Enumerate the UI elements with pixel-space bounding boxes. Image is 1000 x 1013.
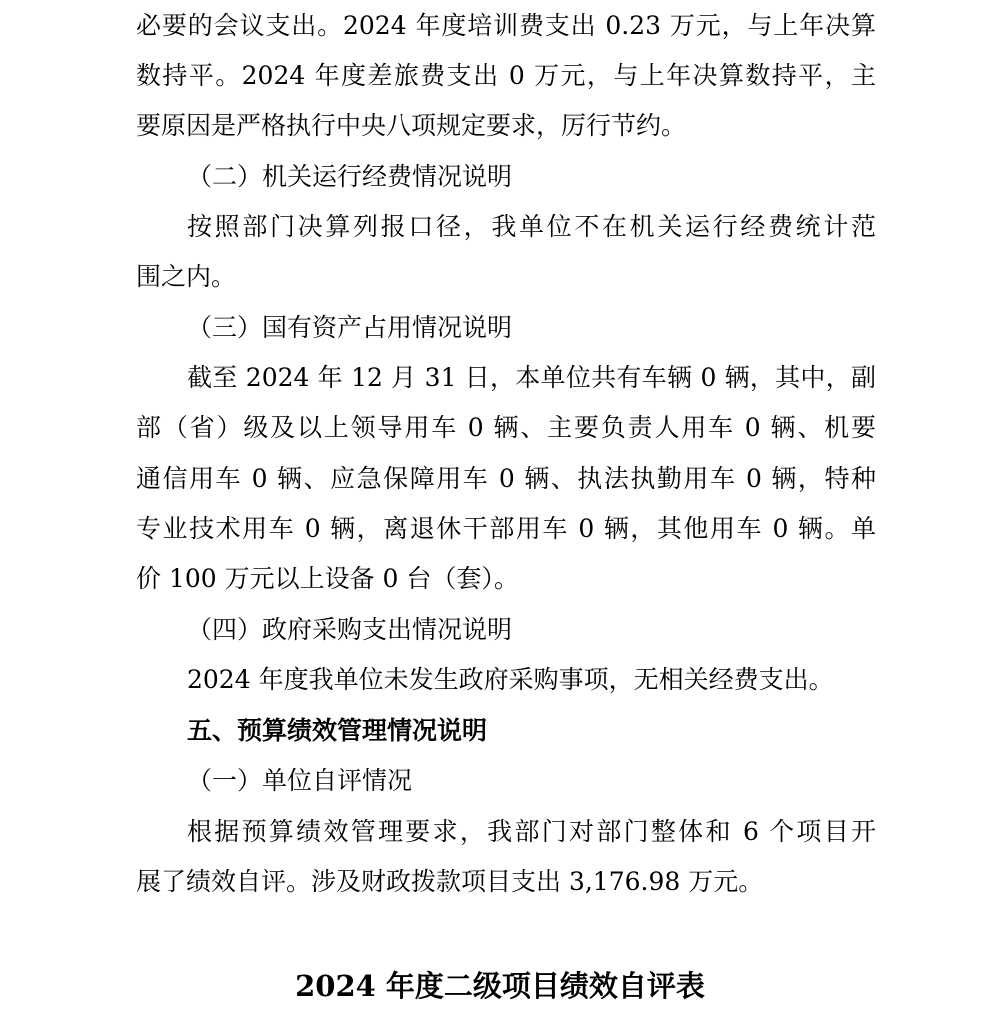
paragraph-line: 要原因是严格执行中央八项规定要求，厉行节约。	[136, 111, 687, 140]
paragraph-line: 根据预算绩效管理要求，我部门对部门整体和 6 个项目开	[187, 817, 876, 846]
table-title: 2024 年度二级项目绩效自评表	[295, 969, 705, 1003]
section-heading-2: （二）机关运行经费情况说明	[187, 162, 513, 191]
paragraph-line: 专业技术用车 0 辆，离退休干部用车 0 辆，其他用车 0 辆。单	[136, 514, 876, 543]
section-heading-3: （三）国有资产占用情况说明	[187, 313, 513, 342]
paragraph-line: 数持平。2024 年度差旅费支出 0 万元，与上年决算数持平，主	[136, 61, 876, 90]
paragraph-line: 价 100 万元以上设备 0 台（套）。	[136, 564, 519, 593]
paragraph-line: 围之内。	[136, 262, 237, 291]
paragraph-line: 展了绩效自评。涉及财政拨款项目支出 3,176.98 万元。	[136, 867, 764, 896]
paragraph-line: 必要的会议支出。2024 年度培训费支出 0.23 万元，与上年决算	[136, 11, 876, 40]
paragraph-line: 按照部门决算列报口径，我单位不在机关运行经费统计范	[187, 212, 876, 241]
paragraph-line: 部（省）级及以上领导用车 0 辆、主要负责人用车 0 辆、机要	[136, 413, 876, 442]
section-heading-5: 五、预算绩效管理情况说明	[187, 716, 488, 745]
paragraph-line: 截至 2024 年 12 月 31 日，本单位共有车辆 0 辆，其中，副	[187, 363, 876, 392]
section-heading-4: （四）政府采购支出情况说明	[187, 615, 513, 644]
paragraph-line: 通信用车 0 辆、应急保障用车 0 辆、执法执勤用车 0 辆，特种	[136, 464, 876, 493]
paragraph-line: 2024 年度我单位未发生政府采购事项，无相关经费支出。	[187, 665, 834, 694]
subsection-heading-1: （一）单位自评情况	[187, 766, 413, 795]
